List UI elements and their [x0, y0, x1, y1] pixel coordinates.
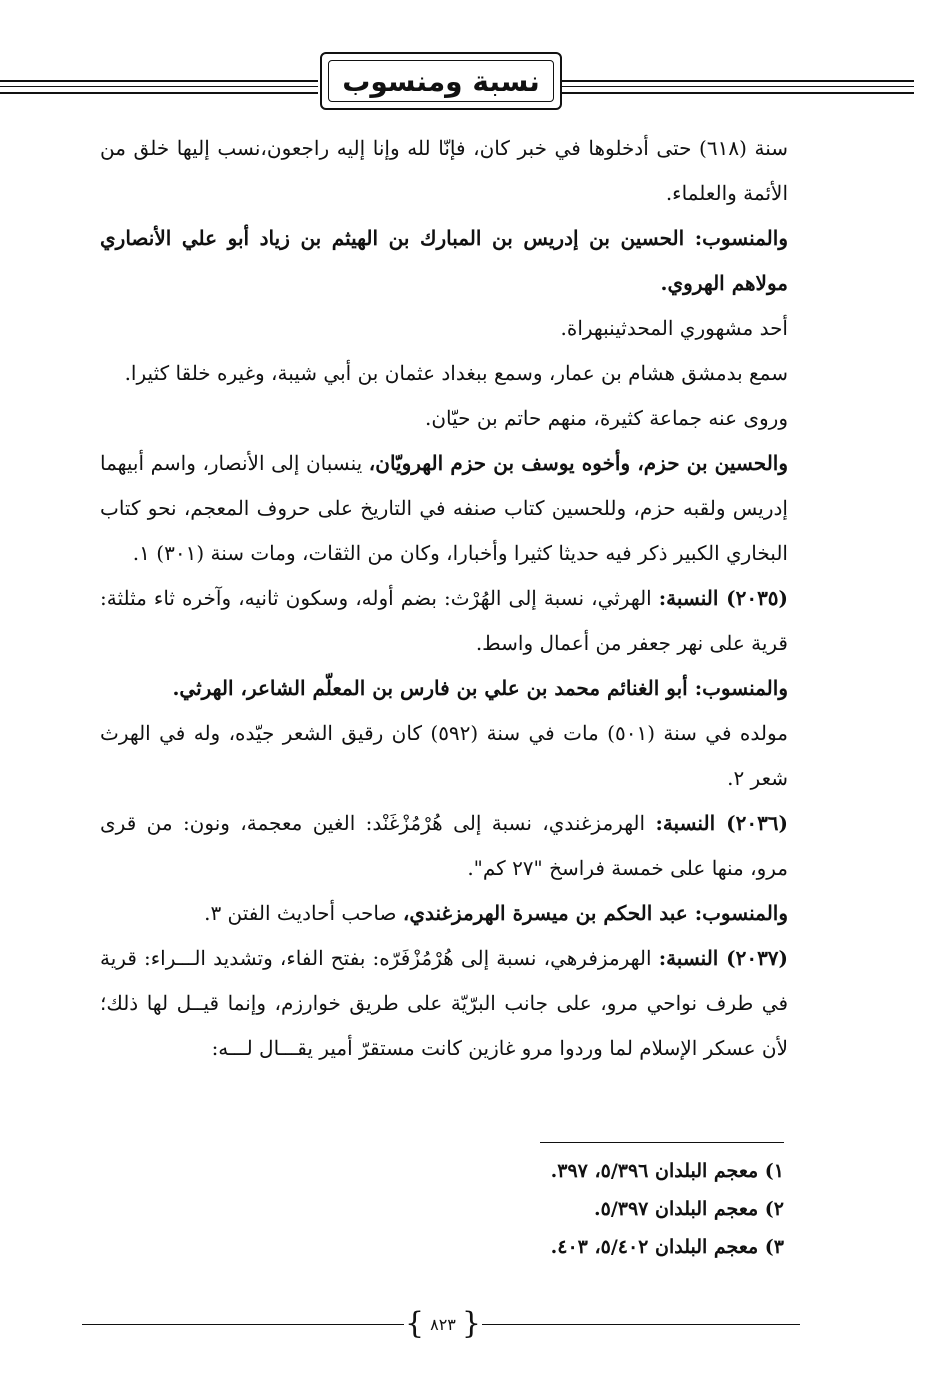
paragraph-text: الهرثي، نسبة إلى الهُرْث: بضم أوله، وسكون ثانيه، وآخره ثاء مثلثة: قرية على نهر جعفر من أعمال واسط. [100, 586, 788, 655]
paragraph [100, 936, 788, 1071]
paragraph-text: مولده في سنة (٥٠١) مات في سنة (٥٩٢) كان رقيق الشعر جيّده، وله في الهرث شعر ٢. [100, 721, 789, 790]
footnote-separator [540, 1142, 784, 1143]
header-rule [562, 86, 914, 87]
paragraph [100, 126, 788, 216]
paragraph [100, 216, 788, 306]
main-text [100, 126, 788, 1071]
page-number-box [404, 1306, 482, 1342]
running-title-box [320, 52, 562, 110]
header-rule [0, 86, 318, 87]
entry-heading: والمنسوب: عبد الحكم بن ميسرة الهرمزغندي، [402, 901, 788, 925]
entry-heading: والمنسوب: أبو الغنائم محمد بن علي بن فارس بن المعلّم الشاعر، الهرثي. [172, 676, 788, 700]
running-title: نسبة ومنسوب [328, 60, 554, 102]
paragraph-text: وروى عنه جماعة كثيرة، منهم حاتم بن حيّان. [425, 406, 788, 430]
footer-rule [482, 1324, 800, 1325]
footnote: ٢) معجم البلدان ٥/٣٩٧. [594, 1198, 784, 1220]
paragraph [100, 666, 788, 711]
paragraph-text: صاحب أحاديث الفتن ٣. [204, 901, 403, 925]
entry-number-label: (٢٠٣٧) النسبة: [658, 946, 789, 970]
entry-number-label: (٢٠٣٥) النسبة: [658, 586, 789, 610]
paragraph-text: الهرمزفرهي، نسبة إلى هُرْمُزْفَرّه: بفتح الفاء، وتشديد الـــراء: قرية في طرف نواحي مرو، على جانب البرّيّة على طريق خوارزم، وإنما قيــل لها ذلك؛ لأن عسكر الإسلام لما وردوا مرو غازين كانت مستقرّ أمير يقـــال لـــه: [100, 946, 788, 1060]
paragraph-text: ينسبان إلى الأنصار، واسم أبيهما إدريس ولقبه حزم، وللحسين كتاب صنفه في التاريخ على حروف المعجم، نحو كتاب البخاري الكبير ذكر فيه حديثا كثيرا وأخبارا، وكان من الثقات، ومات سنة (٣٠١) ١. [100, 451, 788, 565]
paragraph [100, 576, 788, 666]
entry-heading: والحسين بن حزم، وأخوه يوسف بن حزم الهرويّان، [368, 451, 789, 475]
footnote: ١) معجم البلدان ٥/٣٩٦، ٣٩٧. [550, 1160, 784, 1182]
entry-heading: والمنسوب: الحسين بن إدريس بن المبارك بن الهيثم بن زياد أبو علي الأنصاري مولاهم الهروي. [100, 226, 788, 295]
page-number: ٨٢٣ [430, 1314, 456, 1334]
header-rule [562, 80, 914, 82]
paragraph-text: سنة (٦١٨) حتى أدخلوها في خبر كان، فإنّا لله وإنا إليه راجعون،نسب إليها خلق من الأئمة والعلماء. [100, 136, 788, 205]
paragraph-text: أحد مشهوري المحدثينبهراة. [560, 316, 788, 340]
paragraph-text: سمع بدمشق هشام بن عمار، وسمع ببغداد عثمان بن أبي شيبة، وغيره خلقا كثيرا. [124, 361, 788, 385]
header-rule [0, 80, 318, 82]
header-rule [0, 92, 318, 94]
paragraph [100, 891, 788, 936]
paragraph-text: الهرمزغندي، نسبة إلى هُرْمُزْغَنْد: الغين معجمة، ونون: من قرى مرو، منها على خمسة فراسخ "٢٧ كم". [100, 811, 788, 880]
paragraph [100, 801, 788, 891]
right-brace-glyph: } [405, 1306, 425, 1341]
entry-number-label: (٢٠٣٦) النسبة: [655, 811, 789, 835]
footer-rule [82, 1324, 404, 1325]
header-rule [562, 92, 914, 94]
paragraph [100, 441, 788, 576]
left-brace-glyph: { [461, 1306, 481, 1341]
paragraph [100, 396, 788, 441]
paragraph [100, 351, 788, 396]
footnotes [380, 1152, 784, 1266]
paragraph [100, 306, 788, 351]
footnote: ٣) معجم البلدان ٥/٤٠٢، ٤٠٣. [550, 1236, 784, 1258]
paragraph [100, 711, 788, 801]
